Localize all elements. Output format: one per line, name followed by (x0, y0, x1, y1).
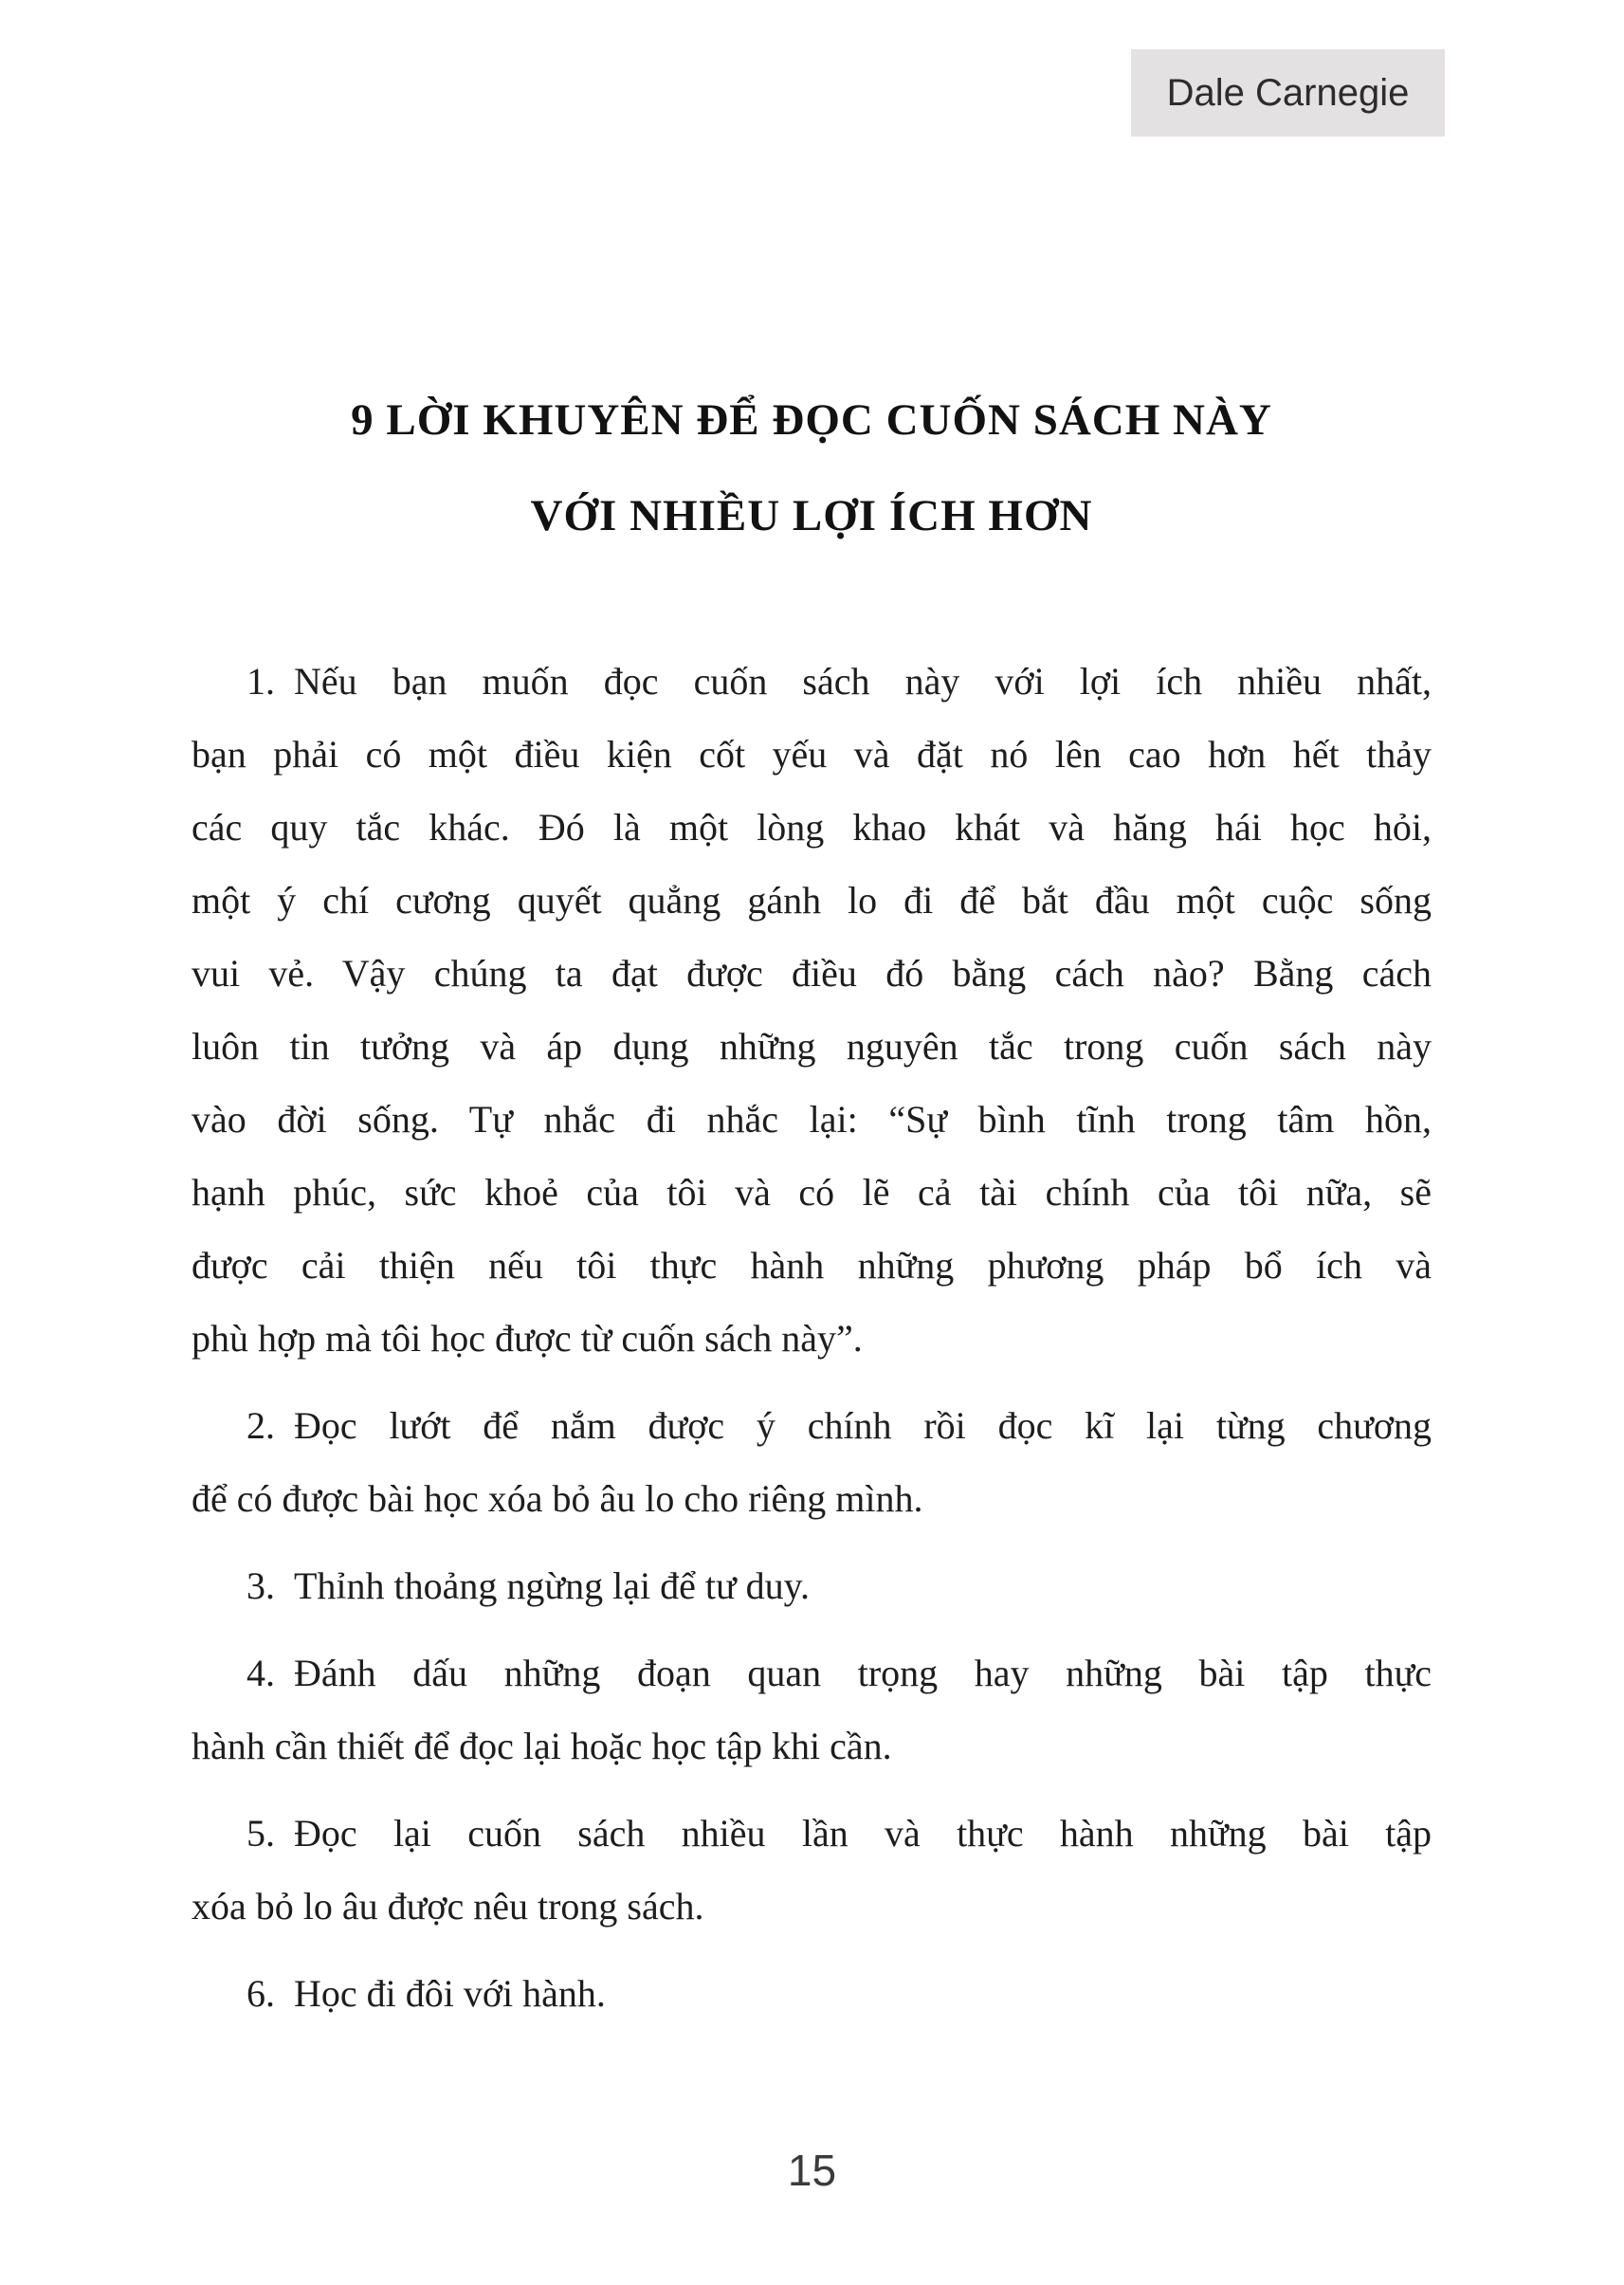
body-line: 2. Đọc lướt để nắm được ý chính rồi đọc kĩ lại từng chương (246, 1404, 1432, 1447)
chapter-title (192, 373, 1432, 564)
body-line: bạn phải có một điều kiện cốt yếu và đặt nó lên cao hơn hết thảy (192, 733, 1432, 776)
body-line: 5. Đọc lại cuốn sách nhiều lần và thực hành những bài tập (246, 1812, 1432, 1855)
body-line: phù hợp mà tôi học được từ cuốn sách này”. (192, 1317, 863, 1360)
body-text (192, 645, 1432, 2030)
body-line: hành cần thiết để đọc lại hoặc học tập khi cần. (192, 1725, 892, 1767)
paragraph (192, 1782, 1432, 1943)
body-line: để có được bài học xóa bỏ âu lo cho riêng mình. (192, 1477, 923, 1520)
body-line: luôn tin tưởng và áp dụng những nguyên tắc trong cuốn sách này (192, 1025, 1432, 1068)
body-line: 1. Nếu bạn muốn đọc cuốn sách này với lợi ích nhiều nhất, (246, 660, 1432, 703)
author-name: Dale Carnegie (1166, 71, 1410, 114)
body-line: 4. Đánh dấu những đoạn quan trọng hay những bài tập thực (246, 1652, 1432, 1694)
body-line: hạnh phúc, sức khoẻ của tôi và có lẽ cả tài chính của tôi nữa, sẽ (192, 1171, 1432, 1214)
body-line: các quy tắc khác. Đó là một lòng khao khát và hăng hái học hỏi, (192, 806, 1432, 849)
paragraph (192, 1535, 1432, 1622)
chapter-title-line-2: VỚI NHIỀU LỢI ÍCH HƠN (530, 491, 1093, 540)
body-line: một ý chí cương quyết quẳng gánh lo đi để bắt đầu một cuộc sống (192, 879, 1432, 922)
paragraph (192, 1622, 1432, 1782)
body-line: vui vẻ. Vậy chúng ta đạt được điều đó bằng cách nào? Bằng cách (192, 952, 1432, 995)
body-line: 3. Thỉnh thoảng ngừng lại để tư duy. (246, 1564, 811, 1607)
page-content (192, 0, 1432, 2030)
paragraph (192, 645, 1432, 1375)
paragraph (192, 1943, 1432, 2030)
paragraph (192, 1375, 1432, 1535)
body-line: được cải thiện nếu tôi thực hành những phương pháp bổ ích và (192, 1244, 1432, 1287)
page-number: 15 (787, 2146, 837, 2195)
body-line: xóa bỏ lo âu được nêu trong sách. (192, 1885, 704, 1928)
chapter-title-line-1: 9 LỜI KHUYÊN ĐỂ ĐỌC CUỐN SÁCH NÀY (351, 395, 1272, 445)
body-line: vào đời sống. Tự nhắc đi nhắc lại: “Sự bình tĩnh trong tâm hồn, (192, 1098, 1432, 1141)
body-line: 6. Học đi đôi với hành. (246, 1972, 606, 2015)
